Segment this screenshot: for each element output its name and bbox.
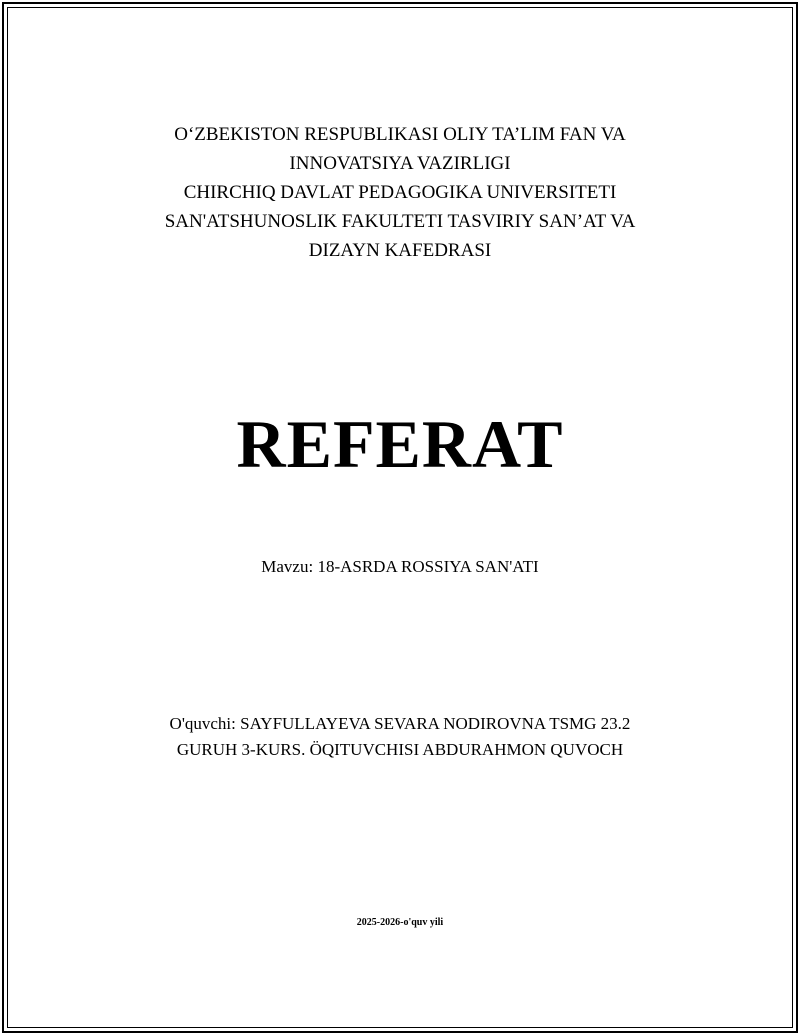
document-title: REFERAT (236, 406, 564, 482)
student-line: O'quvchi: SAYFULLAYEVA SEVARA NODIROVNA TSMG 23.2 (169, 714, 631, 733)
institution-header (0, 120, 800, 265)
student-info (0, 711, 800, 763)
header-line: DIZAYN KAFEDRASI (308, 240, 492, 261)
academic-year: 2025-2026-o'quv yili (356, 917, 444, 928)
student-line: GURUH 3-KURS. ÖQITUVCHISI ABDURAHMON QUVOCH (176, 740, 624, 759)
document-topic: Mavzu: 18-ASRDA ROSSIYA SAN'ATI (261, 557, 539, 576)
header-line: O‘ZBEKISTON RESPUBLIKASI OLIY TA’LIM FAN VA (174, 124, 626, 145)
header-line: CHIRCHIQ DAVLAT PEDAGOGIKA UNIVERSITETI (183, 182, 617, 203)
header-line: SAN'ATSHUNOSLIK FAKULTETI TASVIRIY SAN’AT VA (164, 211, 636, 232)
header-line: INNOVATSIYA VAZIRLIGI (289, 153, 511, 174)
